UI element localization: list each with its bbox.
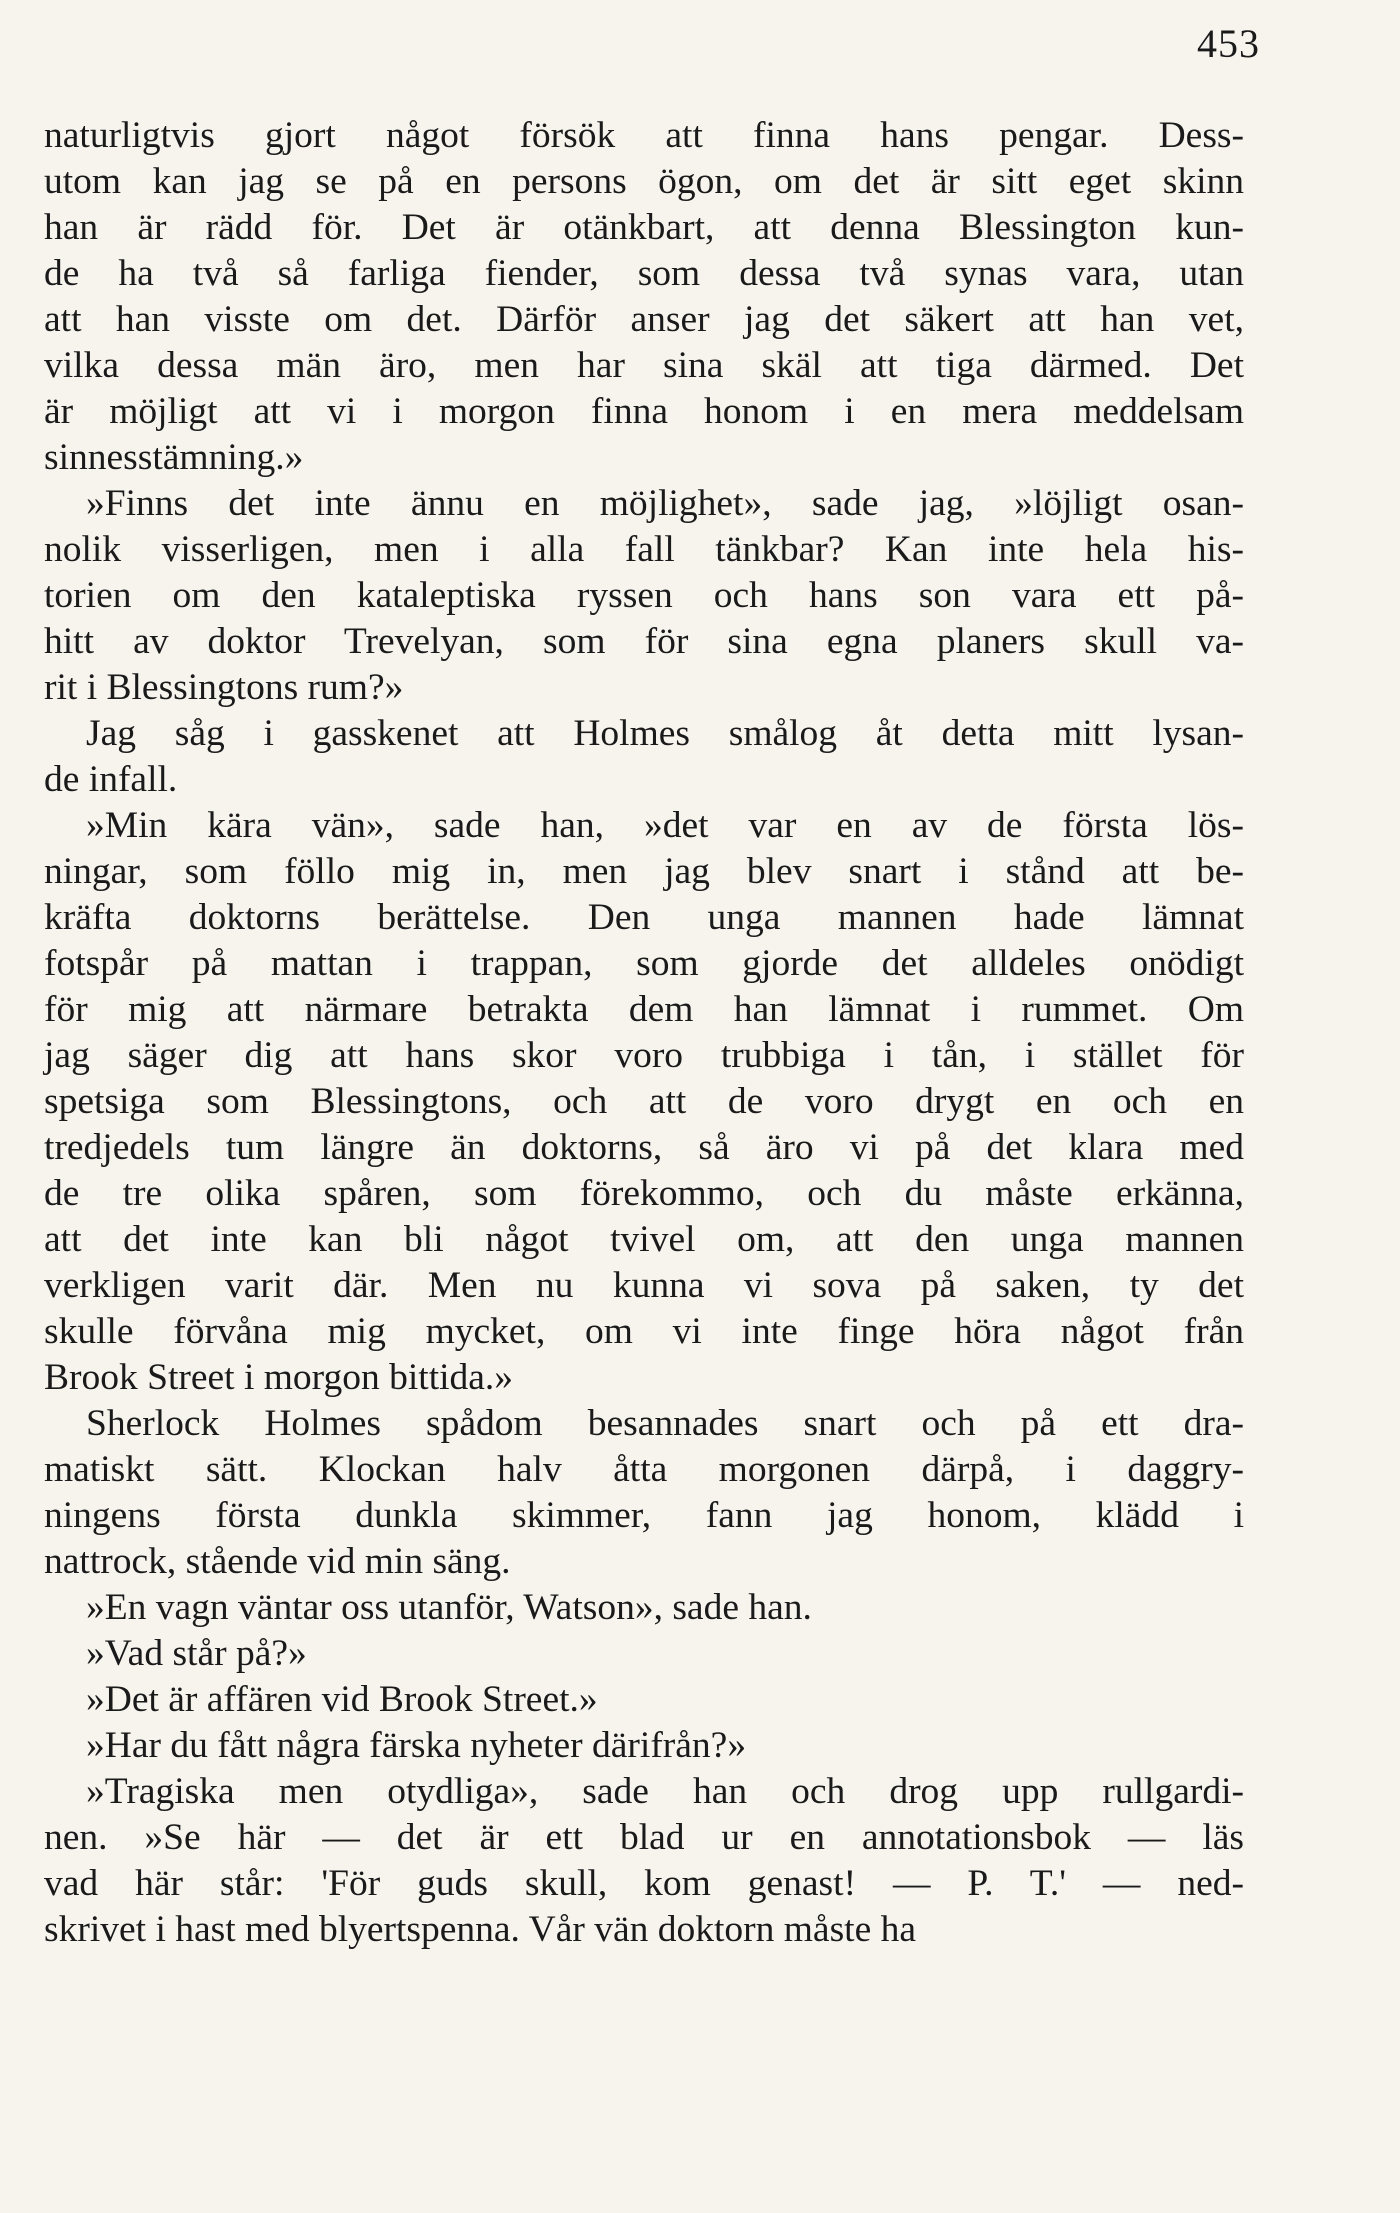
text-line: »En vagn väntar oss utanför, Watson», sade han. [86, 1587, 812, 1628]
text-line: nolik visserligen, men i alla fall tänkbar? Kan inte hela his- [44, 529, 1244, 570]
text-line: vilka dessa män äro, men har sina skäl att tiga därmed. Det [44, 345, 1244, 386]
text-line: skulle förvåna mig mycket, om vi inte finge höra något från [44, 1311, 1244, 1352]
text-line: »Vad står på?» [86, 1633, 307, 1674]
text-line: »Min kära vän», sade han, »det var en av de första lös- [86, 805, 1244, 846]
text-line: spetsiga som Blessingtons, och att de voro drygt en och en [44, 1081, 1244, 1122]
text-line: rit i Blessingtons rum?» [44, 667, 404, 708]
text-line: att det inte kan bli något tvivel om, att den unga mannen [44, 1219, 1244, 1260]
text-line: Jag såg i gasskenet att Holmes smålog åt detta mitt lysan- [86, 713, 1244, 754]
text-line: jag säger dig att hans skor voro trubbiga i tån, i stället för [44, 1035, 1244, 1076]
text-line: »Det är affären vid Brook Street.» [86, 1679, 598, 1720]
text-line: att han visste om det. Därför anser jag det säkert att han vet, [44, 299, 1244, 340]
text-line: naturligtvis gjort något försök att finna hans pengar. Dess- [44, 115, 1244, 156]
text-line: kräfta doktorns berättelse. Den unga mannen hade lämnat [44, 897, 1244, 938]
text-line: fotspår på mattan i trappan, som gjorde det alldeles onödigt [44, 943, 1244, 984]
text-line: hitt av doktor Trevelyan, som för sina egna planers skull va- [44, 621, 1244, 662]
text-line: ningar, som föllo mig in, men jag blev snart i stånd att be- [44, 851, 1244, 892]
text-line: de ha två så farliga fiender, som dessa två synas vara, utan [44, 253, 1244, 294]
text-line: »Har du fått några färska nyheter därifrån?» [86, 1725, 747, 1766]
text-line: vad här står: 'För guds skull, kom genast! — P. T.' — ned- [44, 1863, 1244, 1904]
text-line: utom kan jag se på en persons ögon, om det är sitt eget skinn [44, 161, 1244, 202]
text-line: ningens första dunkla skimmer, fann jag honom, klädd i [44, 1495, 1244, 1536]
text-line: tredjedels tum längre än doktorns, så äro vi på det klara med [44, 1127, 1244, 1168]
text-line: Brook Street i morgon bittida.» [44, 1357, 514, 1398]
text-line: nattrock, stående vid min säng. [44, 1541, 511, 1582]
text-line: de infall. [44, 759, 178, 800]
text-line: matiskt sätt. Klockan halv åtta morgonen därpå, i daggry- [44, 1449, 1244, 1490]
text-line: Sherlock Holmes spådom besannades snart och på ett dra- [86, 1403, 1244, 1444]
text-line: nen. »Se här — det är ett blad ur en annotationsbok — läs [44, 1817, 1244, 1858]
text-line: är möjligt att vi i morgon finna honom i en mera meddelsam [44, 391, 1244, 432]
text-line: han är rädd för. Det är otänkbart, att denna Blessington kun- [44, 207, 1244, 248]
text-line: »Finns det inte ännu en möjlighet», sade jag, »löjligt osan- [86, 483, 1244, 524]
text-line: sinnesstämning.» [44, 437, 304, 478]
page-number: 453 [1197, 21, 1260, 66]
text-line: för mig att närmare betrakta dem han lämnat i rummet. Om [44, 989, 1244, 1030]
text-line: torien om den kataleptiska ryssen och hans son vara ett på- [44, 575, 1244, 616]
body-text [44, 113, 1244, 1953]
text-line: »Tragiska men otydliga», sade han och drog upp rullgardi- [86, 1771, 1244, 1812]
text-line: verkligen varit där. Men nu kunna vi sova på saken, ty det [44, 1265, 1244, 1306]
text-line: de tre olika spåren, som förekommo, och du måste erkänna, [44, 1173, 1244, 1214]
text-line: skrivet i hast med blyertspenna. Vår vän doktorn måste ha [44, 1909, 917, 1950]
